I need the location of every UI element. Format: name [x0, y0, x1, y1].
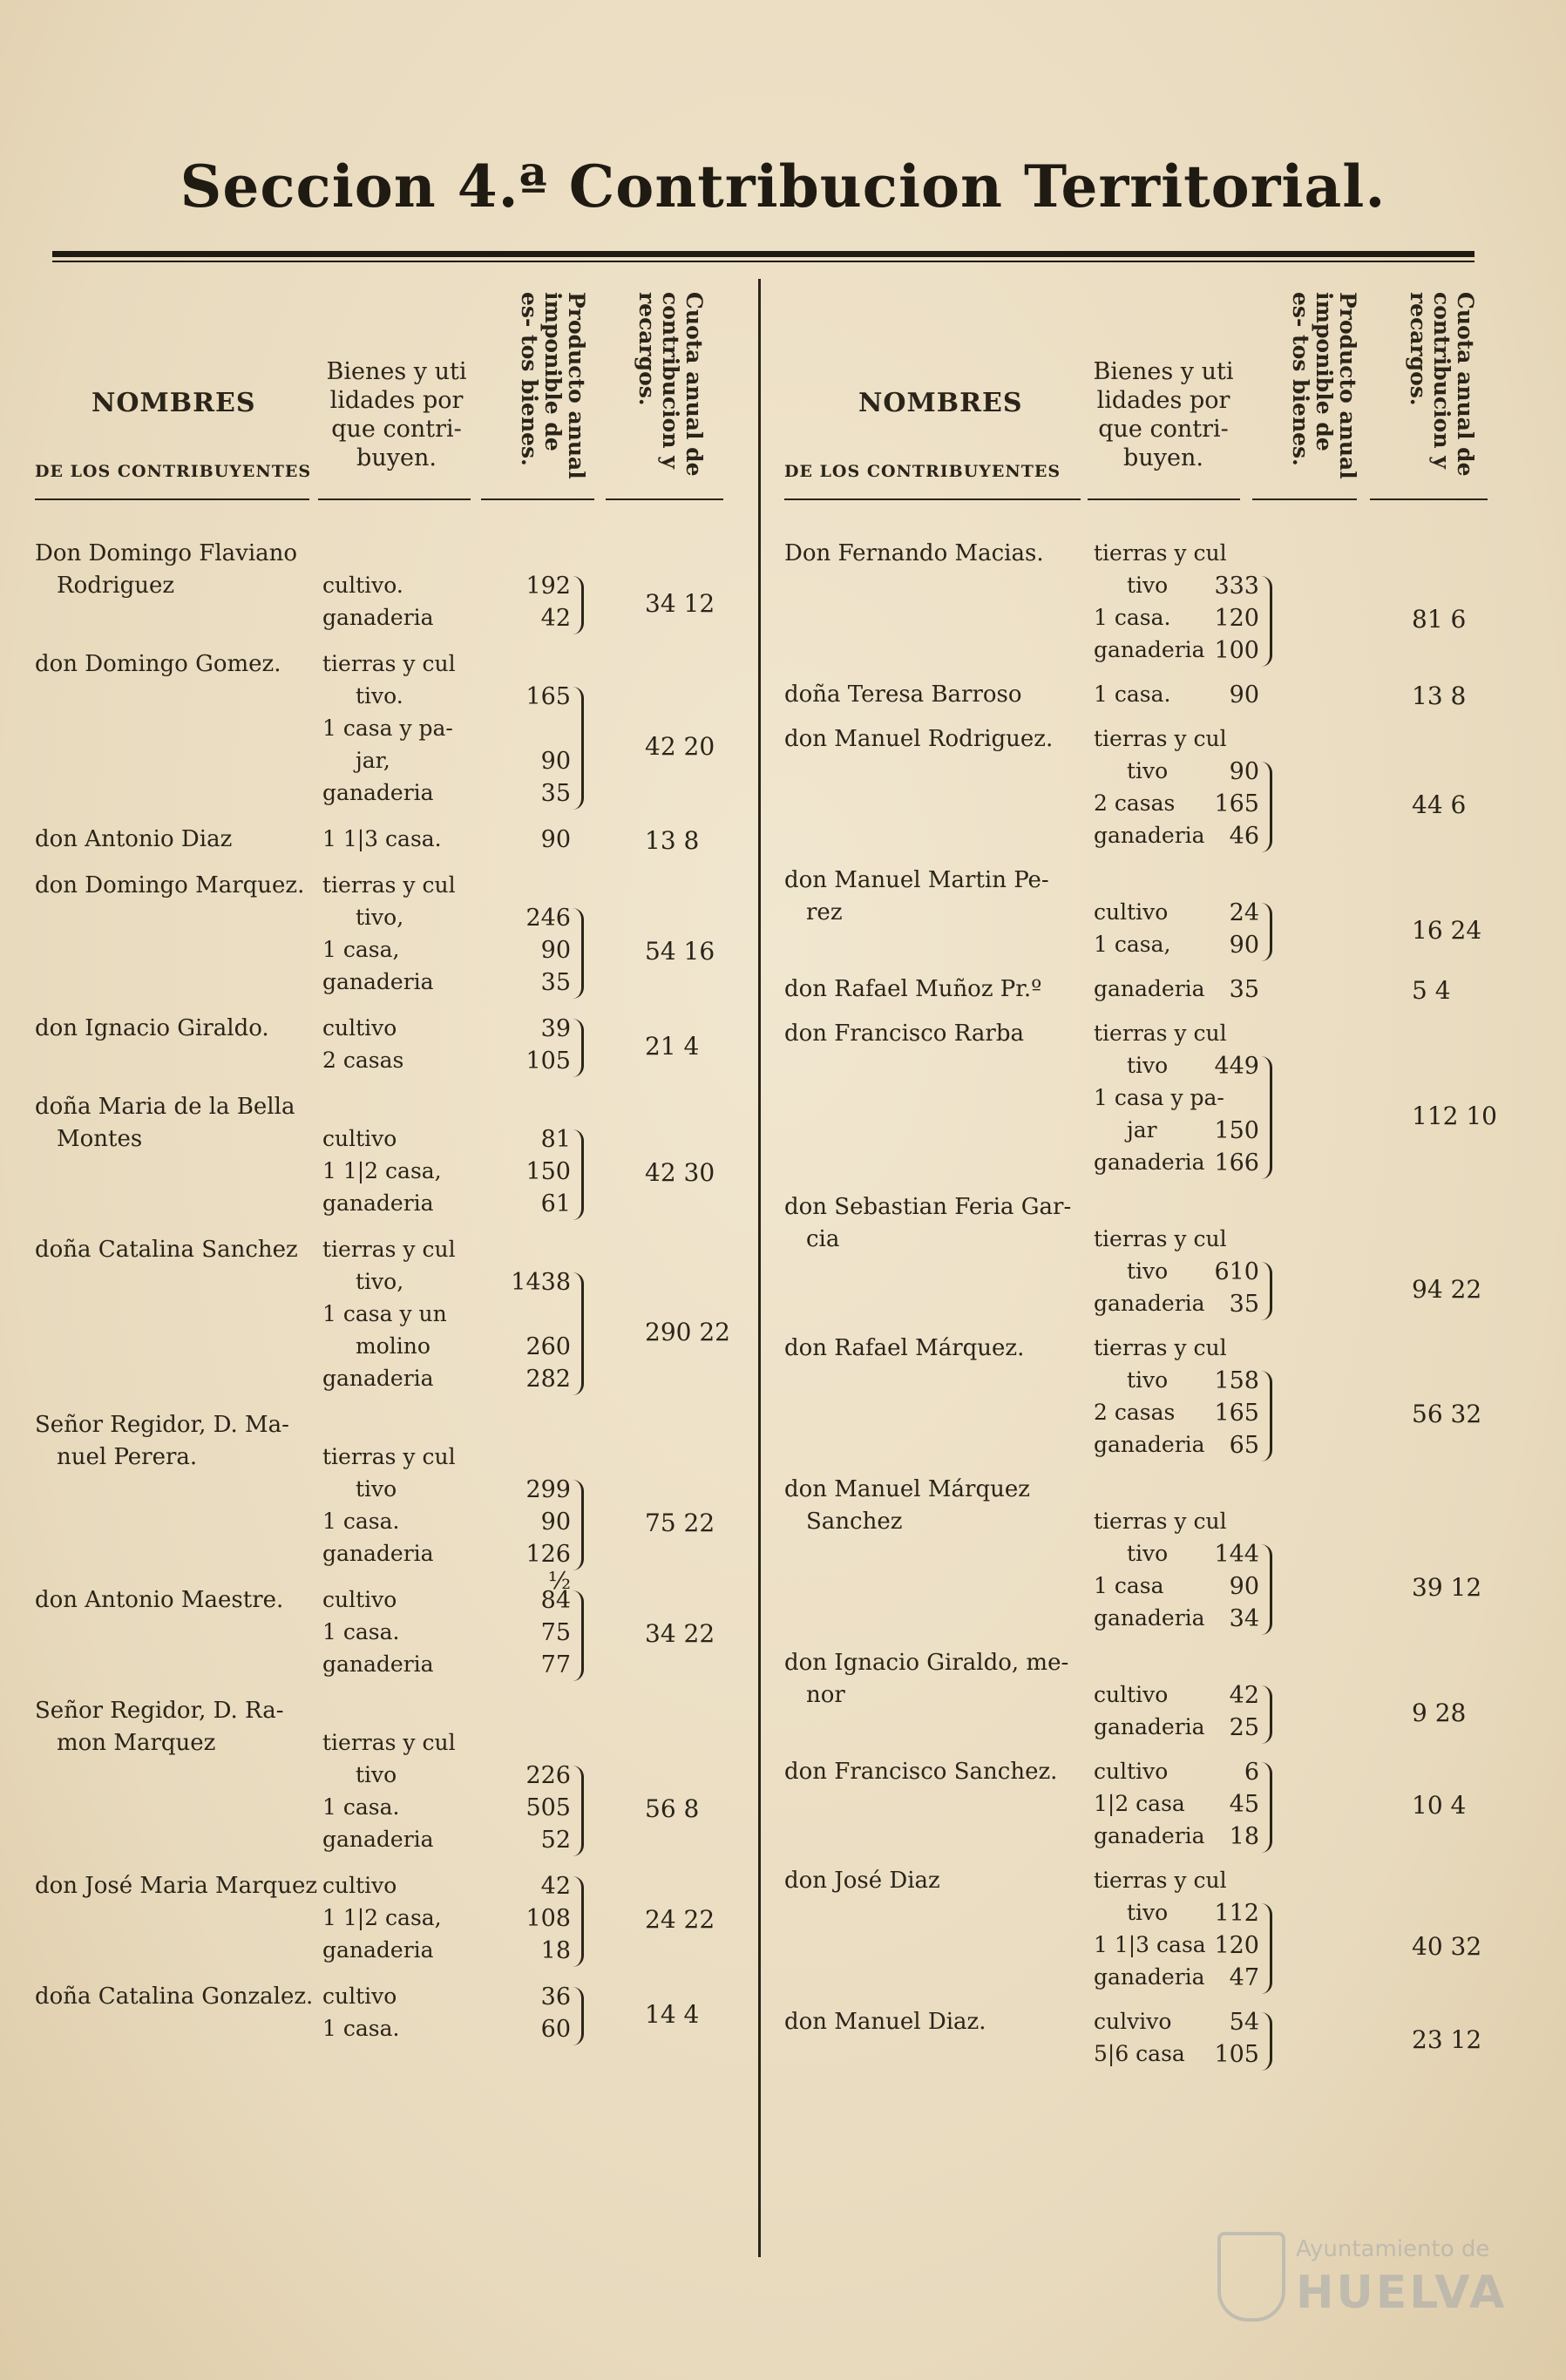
- product-value: 52: [540, 1827, 571, 1854]
- archive-watermark: [1217, 2223, 1508, 2328]
- contributor-entry: [35, 1587, 732, 1698]
- cuota-value: 290 22: [645, 1317, 730, 1346]
- cuota-value: 81 6: [1412, 605, 1467, 634]
- property-item: ganaderia: [322, 1541, 434, 1566]
- contributor-name: don Manuel Martin Pe-: [784, 867, 1049, 893]
- property-item: 1 casa.: [322, 1794, 400, 1820]
- property-item: ganaderia: [322, 1651, 434, 1677]
- property-item: 5|6 casa: [1094, 2041, 1185, 2066]
- product-value: 505: [525, 1794, 571, 1821]
- contributor-name: don Antonio Maestre.: [35, 1587, 284, 1613]
- property-item: tivo: [1127, 1900, 1169, 1925]
- product-value: 90: [1229, 1573, 1259, 1600]
- product-value: 46: [1229, 823, 1259, 850]
- column-divider: [758, 279, 761, 2257]
- property-item: tierras y cul: [1094, 540, 1227, 566]
- product-value: 166: [1214, 1149, 1259, 1176]
- product-value: 112: [1214, 1900, 1259, 1927]
- property-item: culvivo: [1094, 2009, 1172, 2034]
- property-item: tivo: [1127, 758, 1169, 783]
- property-item: 1 casa y pa-: [322, 715, 453, 741]
- property-item: 1 casa y pa-: [1094, 1085, 1224, 1110]
- cuota-value: 5 4: [1412, 976, 1451, 1005]
- watermark-line-2: HUELVA: [1296, 2267, 1508, 2319]
- cuota-value: 23 12: [1412, 2024, 1482, 2054]
- property-item: ganaderia: [1094, 1823, 1205, 1848]
- property-item: ganaderia: [1094, 1605, 1205, 1631]
- watermark-line-1: Ayuntamiento de: [1296, 2236, 1490, 2262]
- right-column-entries: [784, 540, 1497, 2085]
- grouping-brace: [573, 1480, 584, 1570]
- property-item: 1 casa.: [322, 1509, 400, 1534]
- product-value: 81: [540, 1126, 571, 1153]
- product-value: 90: [540, 937, 571, 964]
- property-item: tivo: [356, 1476, 397, 1502]
- property-item: tierras y cul: [322, 872, 456, 898]
- property-item: cultivo: [322, 1983, 397, 2009]
- contributor-name: don Manuel Diaz.: [784, 2009, 986, 2035]
- header-nombres-right: NOMBRES: [858, 388, 1023, 418]
- contributor-name: don Domingo Gomez.: [35, 651, 281, 677]
- contributor-entry: [784, 1476, 1490, 1650]
- contributor-name: Sanchez: [806, 1509, 903, 1535]
- cuota-value: 39 12: [1412, 1573, 1482, 1602]
- cuota-value: 40 32: [1412, 1932, 1482, 1961]
- property-item: 1 casa: [1094, 1573, 1164, 1598]
- product-value: 144: [1214, 1541, 1259, 1568]
- header-bienes: Bienes y uti lidades por que contri- buyen.: [326, 358, 467, 471]
- property-item: 1|2 casa: [1094, 1791, 1185, 1816]
- product-value: 120: [1214, 605, 1259, 632]
- contributor-entry: [784, 1194, 1490, 1335]
- product-value: 45: [1229, 1791, 1259, 1818]
- cuota-value: 16 24: [1412, 915, 1482, 945]
- contributor-name: doña Teresa Barroso: [784, 681, 1022, 708]
- product-value: 150: [525, 1158, 571, 1185]
- grouping-brace: [573, 1129, 584, 1220]
- product-value: 77: [540, 1651, 571, 1678]
- product-value: 54: [1229, 2009, 1259, 2036]
- cuota-value: 42 30: [645, 1158, 715, 1187]
- left-header-underline-3: [481, 498, 594, 500]
- contributor-entry: [784, 1650, 1490, 1759]
- contributor-entry: [35, 1015, 732, 1094]
- property-item: 1 casa,: [322, 937, 400, 962]
- contributor-name: cia: [806, 1226, 840, 1252]
- title-rule-thin: [52, 261, 1474, 262]
- product-value: 1438: [511, 1269, 571, 1296]
- property-item: ganaderia: [322, 1190, 434, 1216]
- grouping-brace: [573, 1590, 584, 1681]
- cuota-value: 34 22: [645, 1619, 715, 1648]
- product-value: 158: [1214, 1367, 1259, 1394]
- product-value: 90: [1229, 932, 1259, 959]
- product-value: 61: [540, 1190, 571, 1217]
- contributor-entry: [784, 2009, 1490, 2085]
- contributor-name: don José Diaz: [784, 1868, 940, 1894]
- header-nombres-sub: DE LOS CONTRIBUYENTES: [35, 462, 312, 481]
- product-value: 226: [525, 1762, 571, 1789]
- contributor-name: nor: [806, 1682, 845, 1708]
- contributor-name: Montes: [57, 1126, 143, 1152]
- product-value: 42: [540, 605, 571, 632]
- product-value: 165: [1214, 1400, 1259, 1427]
- grouping-brace: [1261, 1262, 1272, 1320]
- product-value: 610: [1214, 1258, 1259, 1285]
- grouping-brace: [573, 908, 584, 999]
- cuota-value: 56 8: [645, 1794, 700, 1823]
- cuota-value: 56 32: [1412, 1400, 1482, 1428]
- product-value: 246: [525, 905, 571, 932]
- property-item: ganaderia: [322, 1827, 434, 1852]
- property-item: ganaderia: [1094, 637, 1205, 662]
- property-item: 1 1|2 casa,: [322, 1905, 442, 1930]
- grouping-brace: [573, 1876, 584, 1967]
- product-value: 449: [1214, 1053, 1259, 1080]
- property-item: 2 casas: [322, 1048, 404, 1073]
- right-header-underline-4: [1370, 498, 1488, 500]
- contributor-entry: [784, 1868, 1490, 2009]
- product-value: 100: [1214, 637, 1259, 664]
- property-item: tierras y cul: [1094, 1868, 1227, 1893]
- cuota-value: 14 4: [645, 1999, 700, 2029]
- property-item: tierras y cul: [1094, 1226, 1227, 1251]
- property-item: ganaderia: [322, 1937, 434, 1963]
- contributor-name: don Sebastian Feria Gar-: [784, 1194, 1072, 1220]
- page-title: Seccion 4.ª Contribucion Territorial.: [180, 153, 1386, 220]
- product-value: 90: [1229, 681, 1259, 709]
- product-value: 192: [525, 573, 571, 600]
- grouping-brace: [1261, 2012, 1272, 2071]
- property-item: tivo: [1127, 573, 1169, 598]
- cuota-value: 112 10: [1412, 1101, 1497, 1130]
- product-value: 35: [540, 969, 571, 996]
- contributor-name: doña Catalina Sanchez: [35, 1237, 298, 1263]
- property-item: cultivo.: [322, 573, 403, 598]
- product-value: 260: [525, 1333, 571, 1360]
- contributor-name: don Manuel Márquez: [784, 1476, 1030, 1502]
- contributor-entry: [784, 681, 1490, 726]
- property-item: tierras y cul: [322, 1237, 456, 1262]
- product-value: 108: [525, 1905, 571, 1932]
- right-header-underline-1: [784, 498, 1081, 500]
- property-item: ganaderia: [1094, 1964, 1205, 1990]
- product-value: 47: [1229, 1964, 1259, 1991]
- product-value: 18: [540, 1937, 571, 1964]
- property-item: cultivo: [1094, 899, 1169, 925]
- grouping-brace: [1261, 1903, 1272, 1994]
- property-item: tivo: [1127, 1053, 1169, 1078]
- property-item: tivo,: [356, 1269, 404, 1294]
- grouping-brace: [1261, 762, 1272, 852]
- contributor-entry: [784, 1759, 1490, 1868]
- product-value: 90: [540, 1509, 571, 1536]
- header-producto: Producto anual imponible de es- tos bienes.: [517, 292, 589, 479]
- cuota-value: 44 6: [1412, 790, 1467, 819]
- property-item: cultivo: [322, 1587, 397, 1612]
- product-value: 299: [525, 1476, 571, 1503]
- grouping-brace: [1261, 1544, 1272, 1635]
- product-value: 90: [1229, 758, 1259, 785]
- cuota-value: 42 20: [645, 731, 715, 761]
- product-value: 35: [1229, 976, 1259, 1003]
- property-item: 1 casa y un: [322, 1301, 447, 1326]
- contributor-name: Rodriguez: [57, 573, 175, 599]
- product-value: 24: [1229, 899, 1259, 926]
- grouping-brace: [1261, 903, 1272, 961]
- property-item: ganaderia: [1094, 976, 1205, 1001]
- contributor-name: don Ignacio Giraldo.: [35, 1015, 269, 1041]
- contributor-name: don Francisco Sanchez.: [784, 1759, 1058, 1785]
- contributor-name: mon Marquez: [57, 1730, 216, 1756]
- cuota-value: 75 22: [645, 1509, 715, 1537]
- product-value: 6: [1244, 1759, 1259, 1786]
- grouping-brace: [1261, 576, 1272, 667]
- product-value: 42: [1229, 1682, 1259, 1709]
- contributor-entry: [35, 1412, 732, 1595]
- property-item: cultivo: [1094, 1759, 1169, 1784]
- right-header-underline-3: [1252, 498, 1357, 500]
- contributor-entry: [784, 726, 1490, 867]
- property-item: 1 1|2 casa,: [322, 1158, 442, 1183]
- product-value: 333: [1214, 573, 1259, 600]
- property-item: cultivo: [322, 1873, 397, 1898]
- cuota-value: 21 4: [645, 1031, 700, 1061]
- contributor-entry: [35, 540, 732, 651]
- contributor-entry: [784, 867, 1490, 976]
- property-item: 1 casa.: [1094, 605, 1171, 630]
- product-value: 60: [540, 2016, 571, 2043]
- property-item: ganaderia: [1094, 823, 1205, 848]
- property-item: tierras y cul: [1094, 726, 1227, 751]
- property-item: ganaderia: [1094, 1432, 1205, 1457]
- product-value: 165: [1214, 790, 1259, 817]
- property-item: tivo.: [356, 683, 403, 709]
- property-item: ganaderia: [322, 1366, 434, 1391]
- product-value: 126 ½: [525, 1541, 571, 1595]
- property-item: ganaderia: [322, 780, 434, 805]
- product-value: 90: [540, 826, 571, 853]
- property-item: tierras y cul: [322, 1730, 456, 1755]
- contributor-name: Don Fernando Macias.: [784, 540, 1044, 566]
- property-item: 1 casa.: [322, 2016, 400, 2041]
- cuota-value: 10 4: [1412, 1791, 1467, 1820]
- header-cuota: Cuota anual de contribucion y recargos.: [634, 292, 707, 477]
- property-item: ganaderia: [1094, 1149, 1205, 1175]
- contributor-name: Don Domingo Flaviano: [35, 540, 298, 566]
- contributor-name: doña Catalina Gonzalez.: [35, 1983, 314, 2010]
- property-item: jar: [1127, 1117, 1157, 1143]
- header-cuota-right: Cuota anual de contribucion y recargos.: [1406, 292, 1478, 477]
- property-item: tierras y cul: [322, 1444, 456, 1469]
- grouping-brace: [573, 687, 584, 810]
- contributor-entry: [784, 976, 1490, 1020]
- contributor-name: don José Maria Marquez: [35, 1873, 318, 1899]
- property-item: jar,: [356, 748, 390, 773]
- contributor-name: rez: [806, 899, 843, 926]
- property-item: 1 casa.: [1094, 681, 1171, 707]
- property-item: tierras y cul: [1094, 1020, 1227, 1046]
- contributor-entry: [784, 1335, 1490, 1476]
- property-item: tierras y cul: [322, 651, 456, 676]
- contributor-name: don Ignacio Giraldo, me-: [784, 1650, 1069, 1676]
- cuota-value: 24 22: [645, 1905, 715, 1934]
- grouping-brace: [573, 576, 584, 634]
- contributor-name: don Manuel Rodriguez.: [784, 726, 1054, 752]
- grouping-brace: [1261, 1056, 1272, 1179]
- header-producto-right: Producto anual imponible de es- tos bienes.: [1288, 292, 1360, 479]
- grouping-brace: [1261, 1762, 1272, 1853]
- property-item: 1 1|3 casa: [1094, 1932, 1206, 1957]
- left-header-underline-2: [318, 498, 471, 500]
- property-item: ganaderia: [1094, 1291, 1205, 1316]
- header-bienes-right: Bienes y uti lidades por que contri- buyen.: [1093, 358, 1234, 471]
- product-value: 35: [540, 780, 571, 807]
- contributor-entry: [35, 826, 732, 872]
- product-value: 105: [525, 1048, 571, 1075]
- cuota-value: 34 12: [645, 588, 715, 618]
- contributor-entry: [35, 651, 732, 826]
- product-value: 36: [540, 1983, 571, 2010]
- contributor-entry: [35, 1873, 732, 1983]
- property-item: ganaderia: [322, 605, 434, 630]
- product-value: 34: [1229, 1605, 1259, 1632]
- property-item: 2 casas: [1094, 1400, 1176, 1425]
- left-header-underline-4: [606, 498, 723, 500]
- contributor-name: don Antonio Diaz: [35, 826, 233, 852]
- product-value: 282: [525, 1366, 571, 1393]
- contributor-entry: [35, 1983, 732, 2062]
- product-value: 39: [540, 1015, 571, 1042]
- product-value: 18: [1229, 1823, 1259, 1850]
- title-rule-thick: [52, 251, 1474, 257]
- property-item: molino: [356, 1333, 430, 1359]
- right-header-underline-2: [1088, 498, 1240, 500]
- contributor-entry: [35, 872, 732, 1015]
- property-item: 2 casas: [1094, 790, 1176, 816]
- contributor-entry: [35, 1698, 732, 1873]
- grouping-brace: [573, 1272, 584, 1395]
- product-value: 150: [1214, 1117, 1259, 1144]
- cuota-value: 54 16: [645, 937, 715, 966]
- contributor-entry: [35, 1237, 732, 1412]
- cuota-value: 9 28: [1412, 1698, 1467, 1727]
- contributor-name: doña Maria de la Bella: [35, 1094, 295, 1120]
- property-item: tierras y cul: [1094, 1335, 1227, 1360]
- left-column-entries: [35, 540, 732, 2062]
- product-value: 105: [1214, 2041, 1259, 2068]
- left-header-underline-1: [35, 498, 309, 500]
- property-item: ganaderia: [322, 969, 434, 994]
- contributor-name: don Rafael Muñoz Pr.º: [784, 976, 1042, 1002]
- contributor-entry: [784, 540, 1490, 681]
- product-value: 42: [540, 1873, 571, 1900]
- grouping-brace: [573, 1019, 584, 1077]
- coat-of-arms-icon: [1217, 2232, 1285, 2322]
- header-nombres: NOMBRES: [92, 388, 256, 418]
- product-value: 25: [1229, 1714, 1259, 1741]
- property-item: ganaderia: [1094, 1714, 1205, 1739]
- property-item: tivo: [1127, 1541, 1169, 1566]
- property-item: cultivo: [322, 1015, 397, 1041]
- property-item: cultivo: [1094, 1682, 1169, 1707]
- contributor-name: don Domingo Marquez.: [35, 872, 305, 898]
- contributor-name: Señor Regidor, D. Ra-: [35, 1698, 284, 1724]
- property-item: cultivo: [322, 1126, 397, 1151]
- grouping-brace: [1261, 1685, 1272, 1744]
- property-item: tivo: [1127, 1258, 1169, 1284]
- grouping-brace: [1261, 1371, 1272, 1461]
- product-value: 84: [540, 1587, 571, 1614]
- contributor-entry: [35, 1094, 732, 1237]
- product-value: 165: [525, 683, 571, 710]
- property-item: 1 casa.: [322, 1619, 400, 1644]
- contributor-entry: [784, 1020, 1497, 1194]
- property-item: tivo: [356, 1762, 397, 1787]
- property-item: 1 1|3 casa.: [322, 826, 442, 851]
- contributor-name: nuel Perera.: [57, 1444, 198, 1470]
- contributor-name: Señor Regidor, D. Ma-: [35, 1412, 289, 1438]
- grouping-brace: [573, 1766, 584, 1856]
- product-value: 65: [1229, 1432, 1259, 1459]
- product-value: 75: [540, 1619, 571, 1646]
- product-value: 120: [1214, 1932, 1259, 1959]
- contributor-name: don Rafael Márquez.: [784, 1335, 1025, 1361]
- cuota-value: 13 8: [1412, 681, 1467, 710]
- property-item: 1 casa,: [1094, 932, 1171, 957]
- property-item: tivo,: [356, 905, 404, 930]
- product-value: 35: [1229, 1291, 1259, 1318]
- property-item: tivo: [1127, 1367, 1169, 1393]
- grouping-brace: [573, 1987, 584, 2045]
- cuota-value: 94 22: [1412, 1274, 1482, 1304]
- contributor-name: don Francisco Rarba: [784, 1020, 1024, 1047]
- cuota-value: 13 8: [645, 826, 700, 855]
- header-nombres-sub-right: DE LOS CONTRIBUYENTES: [784, 462, 1061, 481]
- product-value: 90: [540, 748, 571, 775]
- property-item: tierras y cul: [1094, 1509, 1227, 1534]
